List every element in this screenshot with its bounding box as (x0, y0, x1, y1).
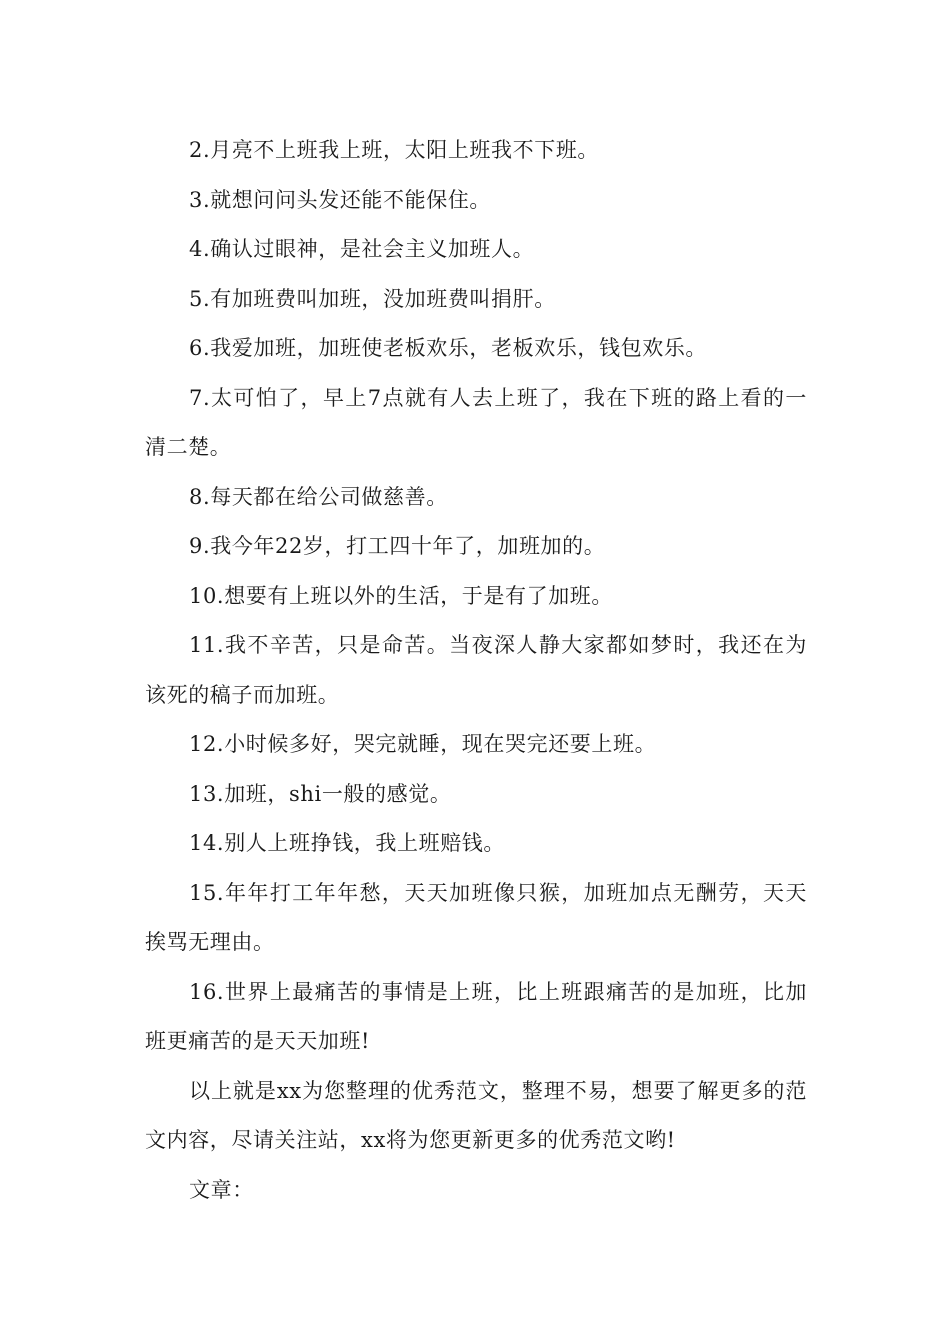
list-item: 14.别人上班挣钱，我上班赔钱。 (189, 831, 505, 855)
list-item: 9.我今年22岁，打工四十年了，加班加的。 (189, 534, 606, 558)
article-label: 文章： (189, 1177, 254, 1202)
list-item: 12.小时候多好，哭完就睡，现在哭完还要上班。 (189, 732, 657, 756)
list-item: 8.每天都在给公司做慈善。 (189, 484, 448, 509)
list-item: 4.确认过眼神，是社会主义加班人。 (189, 237, 535, 261)
closing-paragraph: 以上就是xx为您整理的优秀范文，整理不易，想要了解更多的范文内容，尽请关注站，xx将为您更新更多的优秀范文哟! (145, 1078, 807, 1152)
document-body (145, 126, 807, 1215)
list-item: 2.月亮不上班我上班，太阳上班我不下班。 (189, 138, 600, 162)
list-item: 6.我爱加班，加班使老板欢乐，老板欢乐，钱包欢乐。 (189, 336, 708, 360)
list-item: 15.年年打工年年愁，天天加班像只猴，加班加点无酬劳，天天挨骂无理由。 (145, 880, 807, 954)
list-item: 11.我不辛苦，只是命苦。当夜深人静大家都如梦时，我还在为该死的稿子而加班。 (145, 633, 807, 707)
list-item: 13.加班，shi一般的感觉。 (189, 781, 452, 806)
list-item: 7.太可怕了，早上7点就有人去上班了，我在下班的路上看的一清二楚。 (145, 385, 807, 459)
list-item: 3.就想问问头发还能不能保住。 (189, 187, 492, 212)
list-item: 10.想要有上班以外的生活，于是有了加班。 (189, 583, 613, 608)
list-item: 5.有加班费叫加班，没加班费叫捐肝。 (189, 286, 556, 311)
list-item: 16.世界上最痛苦的事情是上班，比上班跟痛苦的是加班，比加班更痛苦的是天天加班! (145, 979, 807, 1053)
